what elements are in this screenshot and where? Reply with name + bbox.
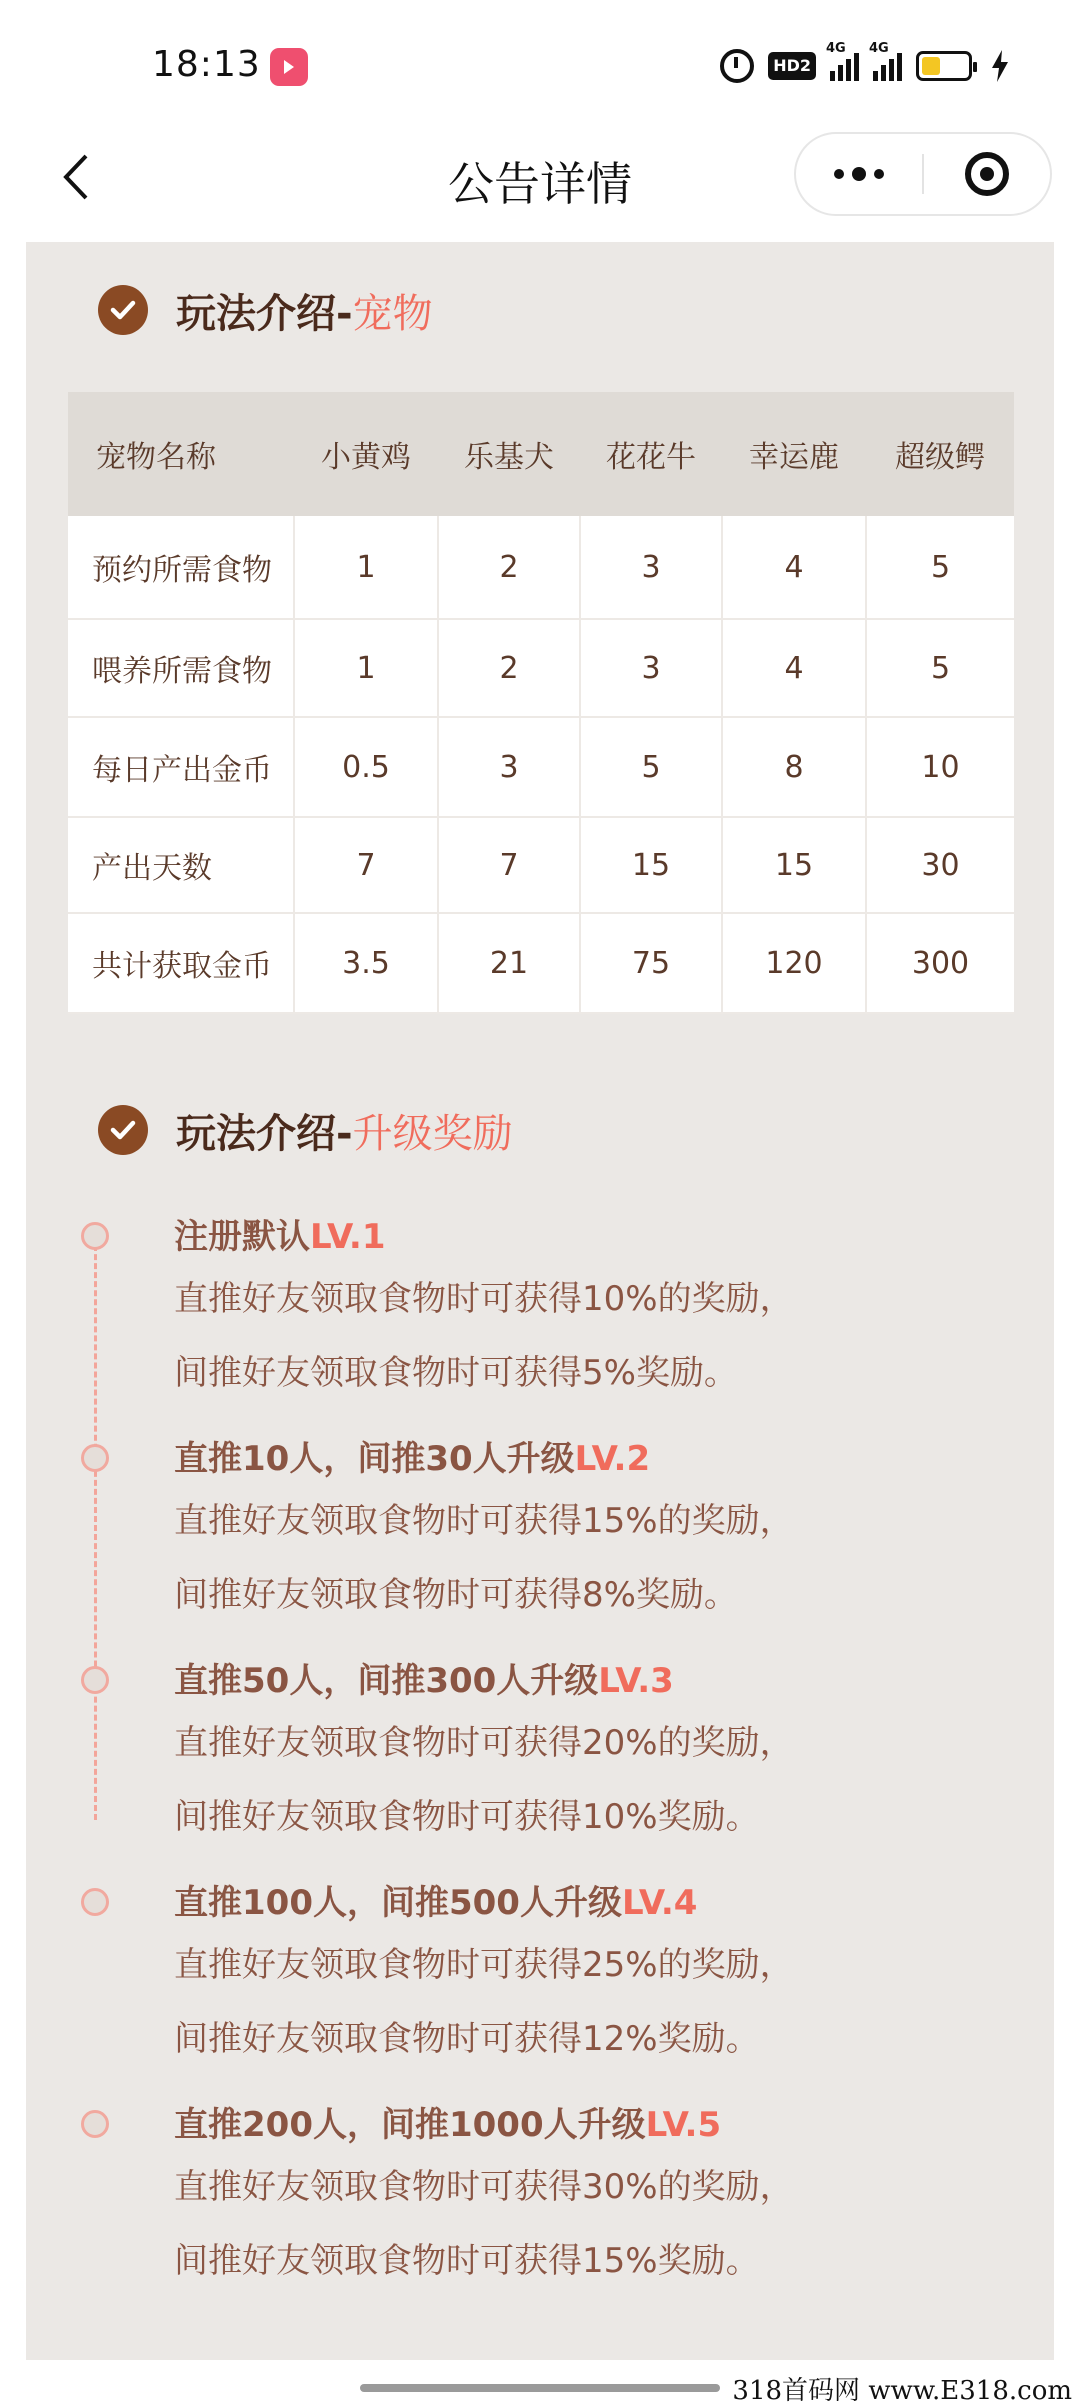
level-reward-indirect: 间推好友领取食物时可获得10%奖励。 (174, 1797, 760, 1837)
table-cell: 7 (294, 817, 438, 913)
more-dot (852, 167, 866, 181)
level-badge: LV.1 (310, 1217, 386, 1257)
status-bar (0, 0, 1080, 120)
charging-icon (990, 50, 1010, 82)
table-cell: 120 (722, 913, 866, 1013)
section-title-accent: 升级奖励 (352, 1110, 513, 1157)
table-cell: 4 (722, 516, 866, 619)
level-reward-direct: 直推好友领取食物时可获得10%的奖励， (174, 1279, 794, 1319)
alarm-icon (720, 49, 754, 83)
signal-label: 4G (869, 41, 889, 56)
table-cell: 预约所需食物 (68, 516, 294, 619)
watermark: 318首码网 www.E318.com (728, 2370, 1076, 2407)
level-reward-direct: 直推好友领取食物时可获得20%的奖励， (174, 1723, 794, 1763)
table-cell: 300 (866, 913, 1014, 1013)
announcement-content (26, 242, 1054, 2360)
level-heading (174, 1878, 1014, 1928)
level-reward-direct: 直推好友领取食物时可获得25%的奖励， (174, 1945, 794, 1985)
level-heading (174, 1212, 1014, 1262)
table-cell: 0.5 (294, 717, 438, 817)
level-item (174, 1212, 1014, 1410)
signal-icon (826, 41, 859, 81)
table-cell: 1 (294, 619, 438, 717)
level-reward-direct: 直推好友领取食物时可获得15%的奖励， (174, 1501, 794, 1541)
table-cell: 5 (866, 619, 1014, 717)
table-cell: 15 (722, 817, 866, 913)
table-cell: 3.5 (294, 913, 438, 1013)
timeline-node (81, 1666, 109, 1694)
level-badge: LV.5 (645, 2105, 722, 2145)
table-header-cell: 宠物名称 (68, 392, 294, 516)
target-icon (965, 152, 1009, 196)
table-cell: 3 (580, 516, 722, 619)
level-heading (174, 1656, 1014, 1706)
hd-icon: HD2 (768, 52, 816, 80)
table-header-cell: 小黄鸡 (294, 392, 438, 516)
level-reward-indirect: 间推好友领取食物时可获得15%奖励。 (174, 2241, 760, 2281)
table-cell: 7 (438, 817, 580, 913)
table-header-cell: 花花牛 (580, 392, 722, 516)
status-icons (720, 41, 1010, 86)
table-header-cell: 超级鳄 (866, 392, 1014, 516)
level-badge: LV.3 (598, 1661, 674, 1701)
table-cell: 8 (722, 717, 866, 817)
level-condition: 直推200人，间推1000人升级 (174, 2105, 646, 2145)
level-reward-indirect: 间推好友领取食物时可获得5%奖励。 (174, 1353, 738, 1393)
level-badge: LV.4 (621, 1883, 698, 1923)
table-cell: 每日产出金币 (68, 717, 294, 817)
table-cell: 30 (866, 817, 1014, 913)
table-cell: 21 (438, 913, 580, 1013)
more-button[interactable] (796, 167, 922, 181)
level-reward-indirect: 间推好友领取食物时可获得8%奖励。 (174, 1575, 738, 1615)
more-dot (834, 169, 844, 179)
table-cell: 5 (580, 717, 722, 817)
table-cell: 喂养所需食物 (68, 619, 294, 717)
level-badge: LV.2 (574, 1439, 651, 1479)
table-cell: 5 (866, 516, 1014, 619)
table-cell: 10 (866, 717, 1014, 817)
battery-icon (916, 51, 972, 81)
table-cell: 共计获取金币 (68, 913, 294, 1013)
page-title: 公告详情 (448, 157, 632, 211)
miniprogram-capsule (794, 132, 1052, 216)
level-condition: 直推50人，间推300人升级 (174, 1661, 599, 1701)
timeline-node (81, 1444, 109, 1472)
nav-bar (0, 120, 1080, 238)
timeline-node (81, 1888, 109, 1916)
table-cell: 2 (438, 516, 580, 619)
section-title-main: 玩法介绍- (176, 290, 353, 337)
level-condition: 注册默认 (174, 1217, 310, 1257)
section-title-main: 玩法介绍- (176, 1110, 353, 1157)
level-heading (174, 2100, 1014, 2150)
level-item (174, 2100, 1014, 2298)
signal-icon (869, 41, 902, 81)
home-indicator[interactable] (360, 2384, 720, 2392)
table-cell: 75 (580, 913, 722, 1013)
table-cell: 15 (580, 817, 722, 913)
signal-label: 4G (826, 41, 846, 56)
level-condition: 直推100人，间推500人升级 (174, 1883, 622, 1923)
table-cell: 3 (580, 619, 722, 717)
close-miniprogram-button[interactable] (924, 152, 1050, 196)
table-cell: 4 (722, 619, 866, 717)
timeline-node (81, 2110, 109, 2138)
timeline-node (81, 1222, 109, 1250)
level-heading (174, 1434, 1014, 1484)
table-header-cell: 乐基犬 (438, 392, 580, 516)
timeline-line (94, 1236, 97, 1820)
level-reward-direct: 直推好友领取食物时可获得30%的奖励， (174, 2167, 794, 2207)
table-cell: 产出天数 (68, 817, 294, 913)
table-cell: 1 (294, 516, 438, 619)
app-notification-icon (270, 48, 308, 86)
more-dot (874, 169, 884, 179)
level-item (174, 1434, 1014, 1632)
table-cell: 3 (438, 717, 580, 817)
level-timeline (26, 242, 1054, 2360)
section-title-accent: 宠物 (352, 290, 433, 337)
level-item (174, 1878, 1014, 2076)
level-item (174, 1656, 1014, 1854)
table-cell: 2 (438, 619, 580, 717)
level-reward-indirect: 间推好友领取食物时可获得12%奖励。 (174, 2019, 760, 2059)
status-time: 18:13 (152, 44, 261, 85)
table-header-cell: 幸运鹿 (722, 392, 866, 516)
level-condition: 直推10人，间推30人升级 (174, 1439, 575, 1479)
